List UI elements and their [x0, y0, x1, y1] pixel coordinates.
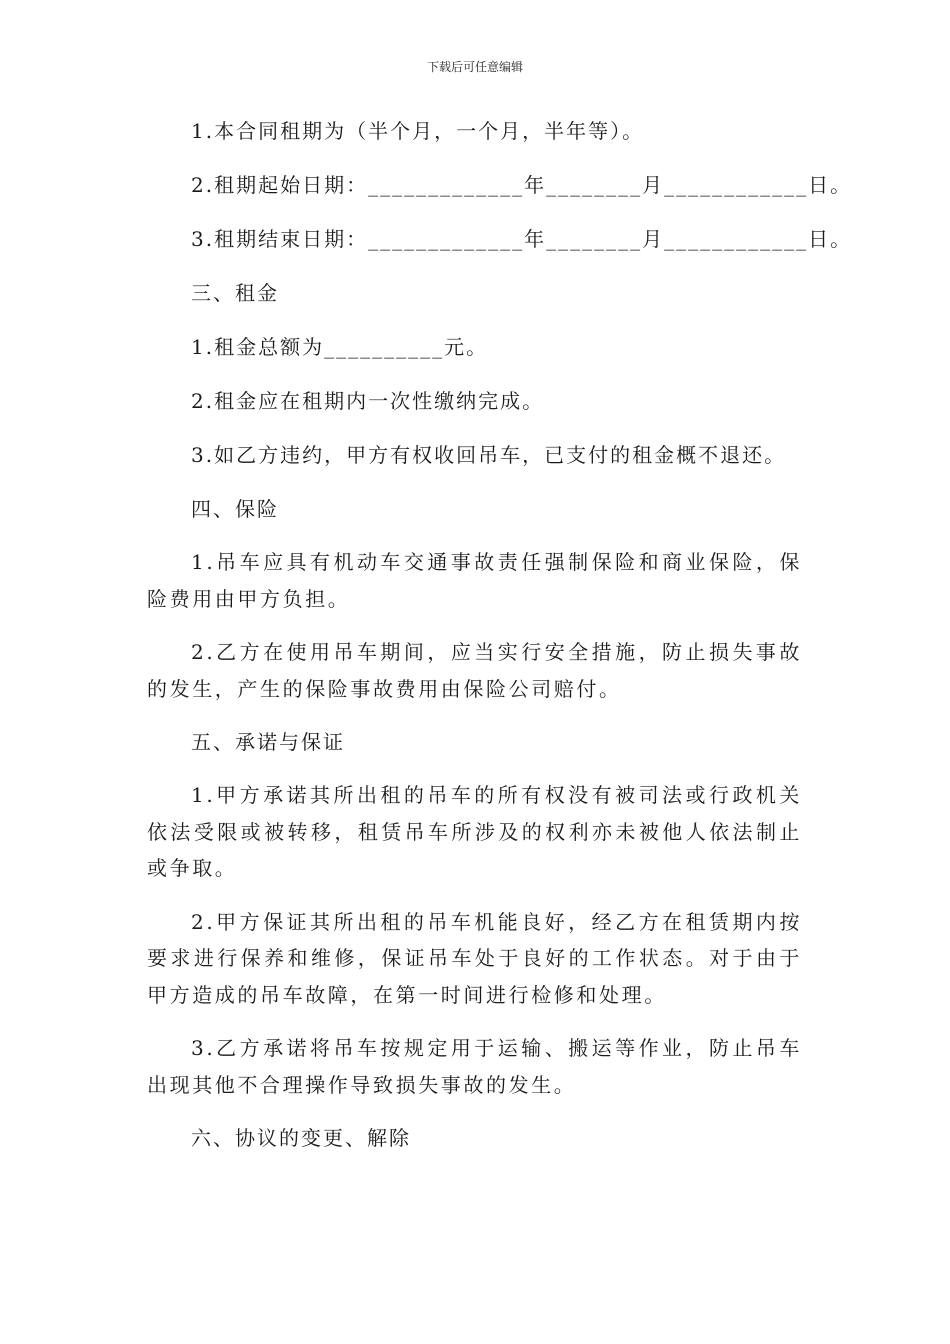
lease-end-date-clause: 3.租期结束日期：_____________年________月____________日。	[191, 227, 853, 251]
rent-total-clause: 1.租金总额为__________元。	[191, 335, 489, 359]
section-heading-insurance: 四、保险	[191, 497, 279, 521]
rent-payment-clause: 2.租金应在租期内一次性缴纳完成。	[191, 389, 545, 413]
section-heading-rent: 三、租金	[191, 281, 279, 305]
section-heading-amendment: 六、协议的变更、解除	[191, 1126, 411, 1150]
page-header: 下载后可任意编辑	[426, 60, 523, 74]
insurance-clause-2: 2.乙方在使用吊车期间，应当实行安全措施，防止损失事故的发生，产生的保险事故费用由保险公司赔付。	[147, 640, 802, 701]
commitment-clause-1: 1.甲方承诺其所出租的吊车的所有权没有被司法或行政机关依法受限或被转移，租赁吊车所涉及的权利亦未被他人依法制止或争取。	[147, 783, 802, 880]
insurance-clause-1: 1.吊车应具有机动车交通事故责任强制保险和商业保险，保险费用由甲方负担。	[147, 550, 802, 611]
lease-start-date-clause: 2.租期起始日期：_____________年________月____________日。	[191, 173, 853, 197]
commitment-clause-3: 3.乙方承诺将吊车按规定用于运输、搬运等作业，防止吊车出现其他不合理操作导致损失事故的发生。	[147, 1036, 802, 1097]
lease-term-clause: 1.本合同租期为（半个月，一个月，半年等）。	[191, 119, 645, 143]
rent-breach-clause: 3.如乙方违约，甲方有权收回吊车，已支付的租金概不退还。	[191, 443, 787, 467]
document-body	[147, 113, 853, 1156]
section-heading-commitments: 五、承诺与保证	[191, 730, 345, 754]
commitment-clause-2: 2.甲方保证其所出租的吊车机能良好，经乙方在租赁期内按要求进行保养和维修，保证吊车处于良好的工作状态。对于由于甲方造成的吊车故障，在第一时间进行检修和处理。	[147, 909, 802, 1007]
